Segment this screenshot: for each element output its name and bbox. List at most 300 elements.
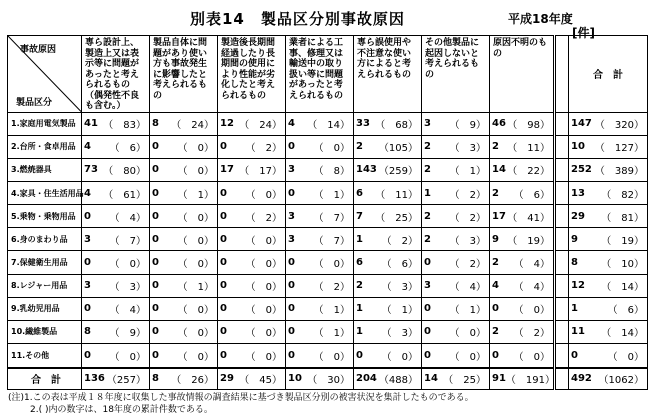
table-cell (354, 205, 422, 228)
cumulative-count: （ 25） (443, 375, 486, 387)
cumulative-count: （ 68） (375, 120, 418, 132)
row-total-cell (569, 112, 648, 135)
case-count: 0 (220, 303, 227, 315)
case-count: 0 (288, 257, 295, 269)
table-cell (286, 368, 354, 390)
table-cell (422, 112, 490, 135)
product-category: 10.繊維製品 (8, 320, 82, 343)
table-row (8, 112, 648, 135)
product-category: 6.身のまわり品 (8, 228, 82, 251)
table-row (8, 135, 648, 158)
case-count: 29 (571, 210, 585, 222)
case-count: 2 (492, 257, 499, 269)
table-cell (150, 158, 218, 181)
table-cell (490, 112, 555, 135)
case-count: 0 (424, 349, 431, 361)
row-total-cell (569, 205, 648, 228)
table-cell (286, 274, 354, 297)
cumulative-count: （ 0） (177, 212, 214, 224)
case-count: 41 (84, 118, 98, 130)
row-total-cell (569, 344, 648, 368)
table-cell (354, 344, 422, 368)
table-cell (490, 297, 555, 320)
case-count: 0 (220, 141, 227, 153)
case-count: 0 (424, 303, 431, 315)
table-row (8, 158, 648, 181)
table-cell (286, 344, 354, 368)
case-count: 0 (288, 141, 295, 153)
case-count: 3 (424, 280, 431, 292)
table-cell (218, 112, 286, 135)
product-category: 2.台所・食卓用品 (8, 135, 82, 158)
case-count: 0 (152, 141, 159, 153)
case-count: 0 (152, 233, 159, 245)
case-count: 3 (288, 210, 295, 222)
table-cell (150, 320, 218, 343)
table-cell (422, 158, 490, 181)
table-cell (286, 158, 354, 181)
cumulative-count: （ 24） (239, 120, 282, 132)
table-cell (354, 274, 422, 297)
cumulative-count: （ 2） (245, 212, 282, 224)
cumulative-count: （ 0） (513, 305, 550, 317)
corner-cause-label: 事故原因 (20, 45, 57, 55)
table-row (8, 344, 648, 368)
cumulative-count: （ 14） (601, 282, 644, 294)
table-cell (286, 205, 354, 228)
table-cell (490, 205, 555, 228)
product-category: 4.家具・住生活用品 (8, 181, 82, 204)
cause-header-2: 製品自体に問題があり使い方も事故発生に影響したと考えられるもの (150, 36, 218, 113)
table-cell (354, 181, 422, 204)
cumulative-count: （ 1） (313, 189, 350, 201)
corner-category-label: 製品区分 (16, 97, 53, 108)
cumulative-count: （ 11） (507, 143, 550, 155)
case-count: 13 (571, 187, 585, 199)
table-cell (422, 135, 490, 158)
product-category: 11.その他 (8, 344, 82, 368)
cumulative-count: （ 6） (381, 259, 418, 271)
case-count: 8 (152, 118, 159, 130)
total-separator (555, 158, 569, 181)
cumulative-count: （ 0） (177, 143, 214, 155)
case-count: 11 (571, 326, 585, 338)
case-count: 3 (84, 233, 91, 245)
total-separator (555, 368, 569, 390)
cumulative-count: （ 61） (103, 189, 146, 201)
cumulative-count: （ 30） (307, 375, 350, 387)
table-cell (150, 228, 218, 251)
table-cell (422, 344, 490, 368)
cumulative-count: （ 0） (607, 351, 644, 363)
case-count: 14 (424, 373, 438, 385)
case-count: 7 (356, 210, 363, 222)
cumulative-count: （ 0） (313, 259, 350, 271)
table-row (8, 181, 648, 204)
case-count: 6 (356, 257, 363, 269)
case-count: 0 (571, 349, 578, 361)
case-count: 8 (152, 373, 159, 385)
cumulative-count: （ 22） (507, 166, 550, 178)
table-cell (490, 344, 555, 368)
row-total-cell (569, 320, 648, 343)
table-cell (218, 251, 286, 274)
cumulative-count: （ 2） (245, 143, 282, 155)
case-count: 0 (152, 257, 159, 269)
table-cell (82, 297, 150, 320)
cumulative-count: （ 2） (449, 259, 486, 271)
table-row (8, 274, 648, 297)
row-total-cell (569, 297, 648, 320)
table-cell (422, 274, 490, 297)
cumulative-count: （ 26） (171, 375, 214, 387)
cumulative-count: （259） (378, 166, 418, 178)
total-separator (555, 112, 569, 135)
cumulative-count: （ 98） (507, 120, 550, 132)
cumulative-count: （ 1） (313, 328, 350, 340)
cumulative-count: （ 24） (171, 120, 214, 132)
product-category: 3.燃焼器具 (8, 158, 82, 181)
case-count: 46 (492, 118, 506, 130)
cumulative-count: （ 3） (449, 143, 486, 155)
cumulative-count: （ 0） (449, 328, 486, 340)
case-count: 204 (356, 373, 377, 385)
case-count: 10 (288, 373, 302, 385)
cumulative-count: （ 1） (449, 166, 486, 178)
table-cell (286, 251, 354, 274)
cause-header-3: 製造後長期間経過したり長期間の使用により性能が劣化したと考えられるもの (218, 36, 286, 113)
case-count: 0 (220, 210, 227, 222)
table-cell (150, 135, 218, 158)
table-cell (490, 320, 555, 343)
case-count: 0 (84, 257, 91, 269)
case-count: 0 (152, 187, 159, 199)
cumulative-count: （ 0） (513, 351, 550, 363)
case-count: 0 (152, 326, 159, 338)
case-count: 1 (356, 303, 363, 315)
case-count: 2 (424, 210, 431, 222)
table-cell (286, 135, 354, 158)
footnotes (8, 392, 474, 416)
case-count: 10 (571, 141, 585, 153)
row-total-cell (569, 181, 648, 204)
cumulative-count: （ 1） (381, 305, 418, 317)
case-count: 0 (356, 349, 363, 361)
case-count: 0 (288, 187, 295, 199)
cumulative-count: （ 2） (513, 328, 550, 340)
case-count: 0 (288, 326, 295, 338)
table-cell (218, 320, 286, 343)
case-count: 0 (152, 164, 159, 176)
table-cell (286, 181, 354, 204)
case-count: 2 (356, 280, 363, 292)
case-count: 0 (84, 210, 91, 222)
cumulative-count: （ 1） (177, 282, 214, 294)
case-count: 8 (571, 257, 578, 269)
cumulative-count: （ 320） (594, 120, 644, 132)
table-cell (422, 320, 490, 343)
header-row (8, 36, 648, 113)
table-cell (150, 205, 218, 228)
case-count: 12 (571, 280, 585, 292)
table-cell (490, 251, 555, 274)
table-cell (354, 228, 422, 251)
cumulative-count: （ 6） (513, 189, 550, 201)
table-cell (422, 297, 490, 320)
cumulative-count: （ 80） (103, 166, 146, 178)
table-title: 別表14 製品区分別事故原因 (190, 10, 405, 28)
table-cell (218, 297, 286, 320)
case-count: 0 (288, 280, 295, 292)
row-total-cell (569, 158, 648, 181)
table-cell (422, 251, 490, 274)
cumulative-count: （ 9） (109, 328, 146, 340)
cumulative-count: （ 4） (513, 259, 550, 271)
cumulative-count: （ 2） (381, 235, 418, 247)
case-count: 3 (288, 164, 295, 176)
row-total-cell (569, 228, 648, 251)
case-count: 2 (424, 233, 431, 245)
cumulative-count: （ 6） (607, 305, 644, 317)
cumulative-count: （ 3） (381, 328, 418, 340)
table-cell (150, 297, 218, 320)
total-separator (555, 36, 569, 113)
table-cell (490, 181, 555, 204)
row-total-cell (569, 274, 648, 297)
total-separator (555, 205, 569, 228)
table-cell (150, 344, 218, 368)
case-count: 9 (571, 233, 578, 245)
total-header: 合 計 (569, 36, 648, 113)
table-cell (354, 135, 422, 158)
cumulative-count: （105） (378, 143, 418, 155)
cumulative-count: （ 0） (177, 235, 214, 247)
total-separator (555, 320, 569, 343)
cumulative-count: （ 83） (103, 120, 146, 132)
table-cell (82, 205, 150, 228)
cumulative-count: （ 6） (109, 143, 146, 155)
table-row (8, 297, 648, 320)
case-count: 0 (492, 303, 499, 315)
table-cell (286, 320, 354, 343)
table-cell (82, 112, 150, 135)
table-cell (218, 274, 286, 297)
table-cell (218, 344, 286, 368)
fiscal-year-label: 平成18年度 (508, 12, 573, 26)
product-category: 5.乗物・乗物用品 (8, 205, 82, 228)
product-category: 1.家庭用電気製品 (8, 112, 82, 135)
table-cell (150, 112, 218, 135)
case-count: 0 (152, 303, 159, 315)
cumulative-count: （ 4） (513, 282, 550, 294)
cumulative-count: （257） (106, 375, 146, 387)
cumulative-count: （ 0） (245, 259, 282, 271)
table-cell (422, 205, 490, 228)
case-count: 252 (571, 164, 592, 176)
table-cell (82, 181, 150, 204)
footnote-1: (注)1.この表は平成１８年度に収集した事故情報の調査結果に基づき製品区分別の被害状況を集計したものである。 (8, 393, 474, 403)
row-total-cell (569, 135, 648, 158)
cumulative-count: （ 4） (109, 212, 146, 224)
table-cell (82, 320, 150, 343)
table-cell (354, 368, 422, 390)
case-count: 143 (356, 164, 377, 176)
cumulative-count: （ 0） (381, 351, 418, 363)
table-cell (150, 368, 218, 390)
table-body (8, 112, 648, 390)
case-count: 0 (220, 233, 227, 245)
cumulative-count: （ 0） (245, 235, 282, 247)
case-count: 492 (571, 373, 592, 385)
cumulative-count: （ 0） (245, 189, 282, 201)
cumulative-count: （ 0） (109, 259, 146, 271)
case-count: 1 (356, 233, 363, 245)
cumulative-count: （ 0） (177, 166, 214, 178)
case-count: 17 (220, 164, 234, 176)
table-row (8, 205, 648, 228)
accident-cause-table (7, 35, 648, 390)
total-separator (555, 228, 569, 251)
case-count: 1 (424, 187, 431, 199)
table-cell (354, 112, 422, 135)
corner-header (8, 36, 82, 113)
row-total-cell (569, 251, 648, 274)
case-count: 12 (220, 118, 234, 130)
case-count: 6 (356, 187, 363, 199)
cause-header-4: 業者による工事、修理又は輸送中の取り扱い等に問題があったと考えられるもの (286, 36, 354, 113)
unit-label: [件] (572, 26, 595, 40)
table-cell (422, 368, 490, 390)
cumulative-count: （ 0） (245, 328, 282, 340)
table-cell (150, 274, 218, 297)
cumulative-count: （488） (378, 375, 418, 387)
case-count: 4 (84, 187, 91, 199)
table-cell (82, 228, 150, 251)
cumulative-count: （ 0） (177, 351, 214, 363)
table-cell (354, 297, 422, 320)
case-count: 136 (84, 373, 105, 385)
cumulative-count: （ 0） (177, 328, 214, 340)
table-row (8, 228, 648, 251)
product-category: 7.保健衛生用品 (8, 251, 82, 274)
table-cell (82, 251, 150, 274)
table-cell (150, 181, 218, 204)
grand-total-row (8, 368, 648, 390)
cumulative-count: （ 2） (449, 212, 486, 224)
case-count: 2 (492, 326, 499, 338)
case-count: 4 (492, 280, 499, 292)
cumulative-count: （ 0） (245, 351, 282, 363)
table-cell (218, 181, 286, 204)
table-row (8, 320, 648, 343)
cumulative-count: （ 82） (601, 189, 644, 201)
case-count: 91 (492, 373, 506, 385)
table-cell (490, 135, 555, 158)
table-cell (490, 368, 555, 390)
cumulative-count: （ 7） (313, 235, 350, 247)
case-count: 0 (84, 349, 91, 361)
grand-total-label: 合 計 (8, 368, 82, 390)
case-count: 0 (152, 280, 159, 292)
table-cell (82, 274, 150, 297)
cumulative-count: （ 14） (601, 328, 644, 340)
case-count: 4 (288, 118, 295, 130)
case-count: 0 (152, 349, 159, 361)
case-count: 8 (84, 326, 91, 338)
cumulative-count: （ 0） (177, 259, 214, 271)
table-cell (82, 368, 150, 390)
table-cell (82, 344, 150, 368)
cumulative-count: （ 191） (505, 375, 556, 387)
case-count: 0 (220, 257, 227, 269)
table-cell (218, 205, 286, 228)
cumulative-count: （ 2） (313, 282, 350, 294)
total-separator (555, 181, 569, 204)
table-cell (286, 112, 354, 135)
cause-header-7: 原因不明のもの (490, 36, 555, 113)
table-cell (218, 228, 286, 251)
cumulative-count: （ 0） (245, 305, 282, 317)
row-total-cell (569, 368, 648, 390)
case-count: 0 (220, 326, 227, 338)
footnote-2: 2.( )内の数字は、18年度の累計件数である。 (30, 405, 213, 415)
cumulative-count: （ 17） (239, 166, 282, 178)
case-count: 2 (424, 164, 431, 176)
cumulative-count: （ 1） (449, 305, 486, 317)
cumulative-count: （ 25） (375, 212, 418, 224)
cumulative-count: （ 0） (177, 305, 214, 317)
case-count: 147 (571, 118, 592, 130)
case-count: 0 (220, 280, 227, 292)
cause-header-1: 専ら設計上、製造上又は表示等に問題があったと考えられるもの（偶発性不良も含む。） (82, 36, 150, 113)
table-cell (422, 228, 490, 251)
total-separator (555, 135, 569, 158)
cumulative-count: （ 81） (601, 212, 644, 224)
case-count: 0 (424, 257, 431, 269)
table-cell (490, 274, 555, 297)
cumulative-count: （ 389） (594, 166, 644, 178)
cumulative-count: （ 11） (375, 189, 418, 201)
case-count: 2 (492, 187, 499, 199)
case-count: 0 (424, 326, 431, 338)
cumulative-count: （ 1） (177, 189, 214, 201)
product-category: 8.レジャー用品 (8, 274, 82, 297)
cumulative-count: （ 0） (313, 143, 350, 155)
case-count: 9 (492, 233, 499, 245)
cumulative-count: （ 19） (601, 235, 644, 247)
case-count: 0 (220, 349, 227, 361)
case-count: 0 (288, 303, 295, 315)
table-cell (422, 181, 490, 204)
case-count: 0 (152, 210, 159, 222)
case-count: 17 (492, 210, 506, 222)
cumulative-count: （ 4） (109, 305, 146, 317)
case-count: 0 (220, 187, 227, 199)
cause-header-5: 専ら誤使用や不注意な使い方によると考えられるもの (354, 36, 422, 113)
cumulative-count: （ 127） (594, 143, 644, 155)
table-cell (286, 297, 354, 320)
cumulative-count: （ 1） (313, 305, 350, 317)
cumulative-count: （ 9） (449, 120, 486, 132)
cumulative-count: （ 0） (245, 282, 282, 294)
cumulative-count: （1062） (598, 375, 644, 387)
case-count: 73 (84, 164, 98, 176)
total-separator (555, 344, 569, 368)
table-cell (82, 158, 150, 181)
cumulative-count: （ 7） (313, 212, 350, 224)
table-cell (490, 228, 555, 251)
cause-header-6: その他製品に起因しないと考えられるもの (422, 36, 490, 113)
